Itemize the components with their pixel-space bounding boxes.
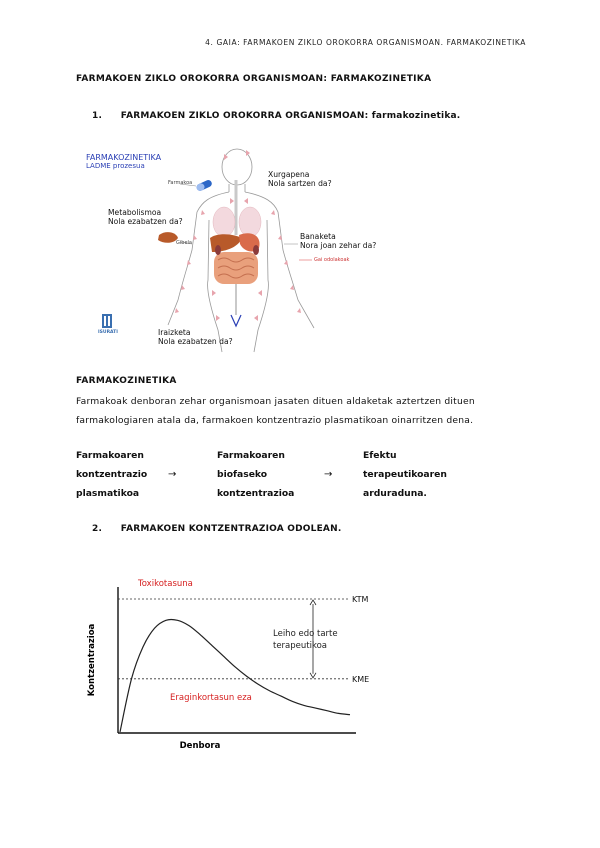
concentration-chart-svg xyxy=(80,565,380,760)
section-1-number: 1. xyxy=(92,111,103,121)
elimination-title: Iraizketa xyxy=(158,328,191,337)
section-2-title: FARMAKOEN KONTZENTRAZIOA ODOLEAN. xyxy=(120,524,342,534)
flow-col3-line1: Efektu xyxy=(363,450,397,461)
subsection-title: FARMAKOZINETIKA xyxy=(76,376,177,386)
ladme-illustration xyxy=(84,140,384,355)
flow-col2-line2: biofaseko xyxy=(217,469,268,480)
ineffective-annotation: Eraginkortasun eza xyxy=(170,693,252,703)
flow-col1-line1: Farmakoaren xyxy=(76,450,144,461)
liver-shape xyxy=(210,234,242,252)
reference-label-ktm: KTM xyxy=(352,595,369,604)
metabolism-question: Nola ezabatzen da? xyxy=(108,217,183,226)
section-1-heading xyxy=(92,111,460,121)
absorption-question: Nola sartzen da? xyxy=(268,179,332,188)
illustration-title: FARMAKOZINETIKA xyxy=(86,153,162,162)
distribution-title: Banaketa xyxy=(300,232,336,241)
page-header: 4. GAIA: FARMAKOEN ZIKLO OROKORRA ORGANISMOAN. FARMAKOZINETIKA xyxy=(205,38,526,47)
main-title: FARMAKOEN ZIKLO OROKORRA ORGANISMOAN: FARMAKOZINETIKA xyxy=(76,74,432,84)
excretion-arrow xyxy=(231,315,241,326)
metabolism-label xyxy=(108,208,183,226)
flow-col3 xyxy=(363,446,447,503)
subsection-paragraph: Farmakoak denboran zehar organismoan jasaten dituen aldaketak aztertzen dituen farmakologiaren atala da, farmakoen kontzentrazio plasmatikoan oinarritzen dena. xyxy=(76,396,475,426)
pill-icon xyxy=(195,179,212,192)
section-2-number: 2. xyxy=(92,524,103,534)
flow-col1-line2: kontzentrazio xyxy=(76,469,148,480)
window-annotation-line2: terapeutikoa xyxy=(273,641,328,651)
x-axis-label: Denbora xyxy=(179,741,221,751)
concentration-flow xyxy=(76,446,536,506)
distribution-question: Nora joan zehar da? xyxy=(300,241,377,250)
flow-col1-line3: plasmatikoa xyxy=(76,488,140,499)
distribution-label xyxy=(300,232,376,250)
logo-name: ISURATI xyxy=(98,330,118,335)
small-liver-icon xyxy=(158,232,178,243)
flow-col3-line3: arduraduna. xyxy=(363,488,427,499)
flow-arrow-1: → xyxy=(168,469,177,480)
flow-col2-line3: kontzentrazioa xyxy=(217,488,295,499)
elimination-label xyxy=(158,328,233,346)
metabolism-title: Metabolismoa xyxy=(108,208,162,217)
absorption-title: Xurgapena xyxy=(268,170,310,179)
drug-label: Farmakoa xyxy=(168,180,193,186)
isurati-logo-icon xyxy=(102,314,112,328)
section-1-title: FARMAKOEN ZIKLO OROKORRA ORGANISMOAN: farmakozinetika. xyxy=(120,111,461,121)
flow-arrow-2: → xyxy=(324,469,333,480)
blood-label: Gai odolakoak xyxy=(314,257,350,263)
concentration-chart xyxy=(80,565,380,760)
flow-col2 xyxy=(217,446,294,503)
section-2-heading xyxy=(92,524,341,534)
elimination-question: Nola ezabatzen da? xyxy=(158,337,233,346)
window-annotation-line1: Leiho edo tarte xyxy=(273,629,338,639)
y-axis-label: Kontzentrazioa xyxy=(87,623,97,697)
liver-label: Gibela xyxy=(176,240,192,246)
illustration-subtitle: LADME prozesua xyxy=(86,162,145,170)
flow-col3-line2: terapeutikoaren xyxy=(363,469,447,480)
flow-col1 xyxy=(76,446,147,503)
toxicity-annotation: Toxikotasuna xyxy=(138,579,193,589)
flow-col2-line1: Farmakoaren xyxy=(217,450,285,461)
absorption-label xyxy=(268,170,332,188)
reference-label-kme: KME xyxy=(352,674,370,684)
intestines-shape xyxy=(214,252,258,284)
